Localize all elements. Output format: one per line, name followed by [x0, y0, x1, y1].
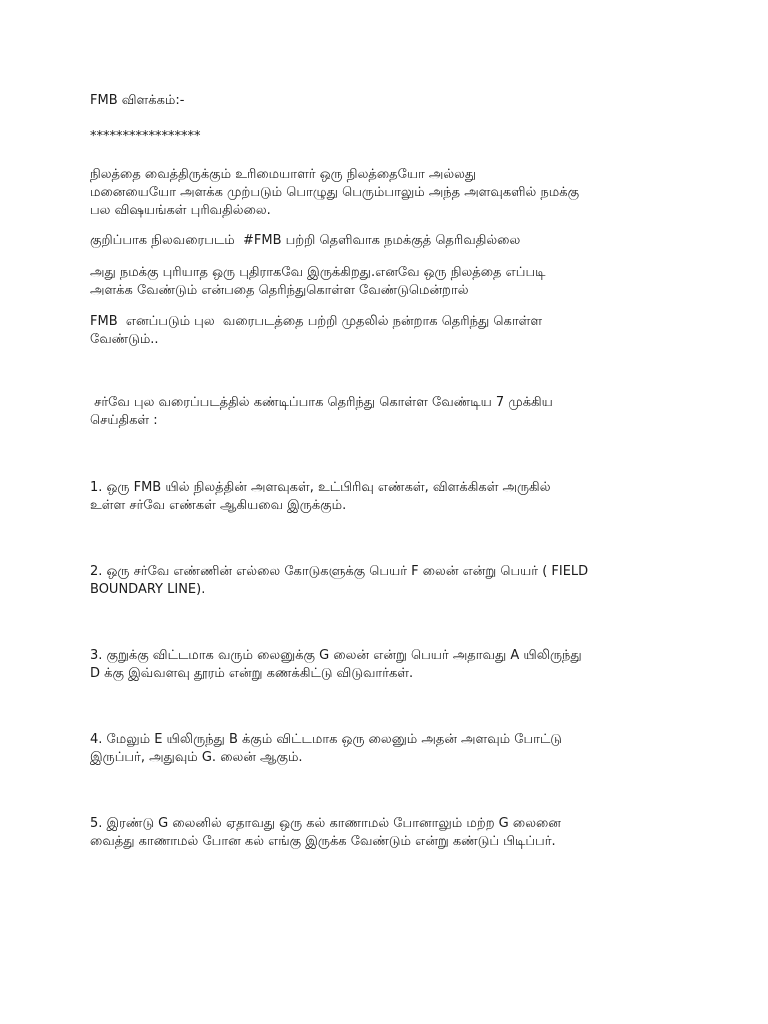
- list-item-3: 3. குறுக்கு விட்டமாக வரும் லைனுக்கு G லைன் என்று பெயர் அதாவது A யிலிருந்து D க்கு இவ்வளவு தூரம் என்று கணக்கிட்டு விடுவார்கள்.: [90, 648, 582, 681]
- list-item-4: 4. மேலும் E யிலிருந்து B க்கும் விட்டமாக ஒரு லைனும் அதன் அளவும் போட்டு இருப்பர், அதுவும் G. லைன் ஆகும்.: [90, 732, 562, 765]
- list-item-2: 2. ஒரு சர்வே எண்ணின் எல்லை கோடுகளுக்கு பெயர் F லைன் என்று பெயர் ( FIELD BOUNDARY LINE).: [90, 564, 589, 597]
- paragraph-intro: நிலத்தை வைத்திருக்கும் உரிமையாளர் ஒரு நிலத்தையோ அல்லது மனையையோ அளக்க முற்படும் பொழுது பெரும்பாலும் அந்த அளவுகளில் நமக்கு பல விஷயங்கள் புரிவதில்லை.: [90, 167, 580, 218]
- document-heading: FMB விளக்கம்:-: [90, 93, 185, 108]
- list-item-5: 5. இரண்டு G லைனில் ஏதாவது ஒரு கல் காணாமல் போனாலும் மற்ற G லைனை வைத்து காணாமல் போன கல் எங்கு இருக்க வேண்டும் என்று கண்டுப் பிடிப்பர்.: [90, 816, 561, 849]
- paragraph-puzzle: அது நமக்கு புரியாத ஒரு புதிராகவே இருக்கிறது.எனவே ஒரு நிலத்தை எப்படி அளக்க வேண்டும் என்பதை தெரிந்துகொள்ள வேண்டுமென்றால்: [90, 265, 546, 298]
- document-page: [90, 92, 690, 851]
- separator-line: *****************: [90, 129, 201, 144]
- paragraph-learn-fmb: FMB எனப்படும் புல வரைபடத்தை பற்றி முதலில் நன்றாக தெரிந்து கொள்ள வேண்டும்..: [90, 314, 543, 347]
- paragraph-seven-points: சர்வே புல வரைப்படத்தில் கண்டிப்பாக தெரிந்து கொள்ள வேண்டிய 7 முக்கிய செய்திகள் :: [90, 395, 553, 428]
- paragraph-fmb-unclear: குறிப்பாக நிலவரைபடம் #FMB பற்றி தெளிவாக நமக்குத் தெரிவதில்லை: [90, 233, 521, 248]
- list-item-1: 1. ஒரு FMB யில் நிலத்தின் அளவுகள், உட்பிரிவு எண்கள், விளக்கிகள் அருகில் உள்ள சர்வே எண்கள் ஆகியவை இருக்கும்.: [90, 480, 551, 513]
